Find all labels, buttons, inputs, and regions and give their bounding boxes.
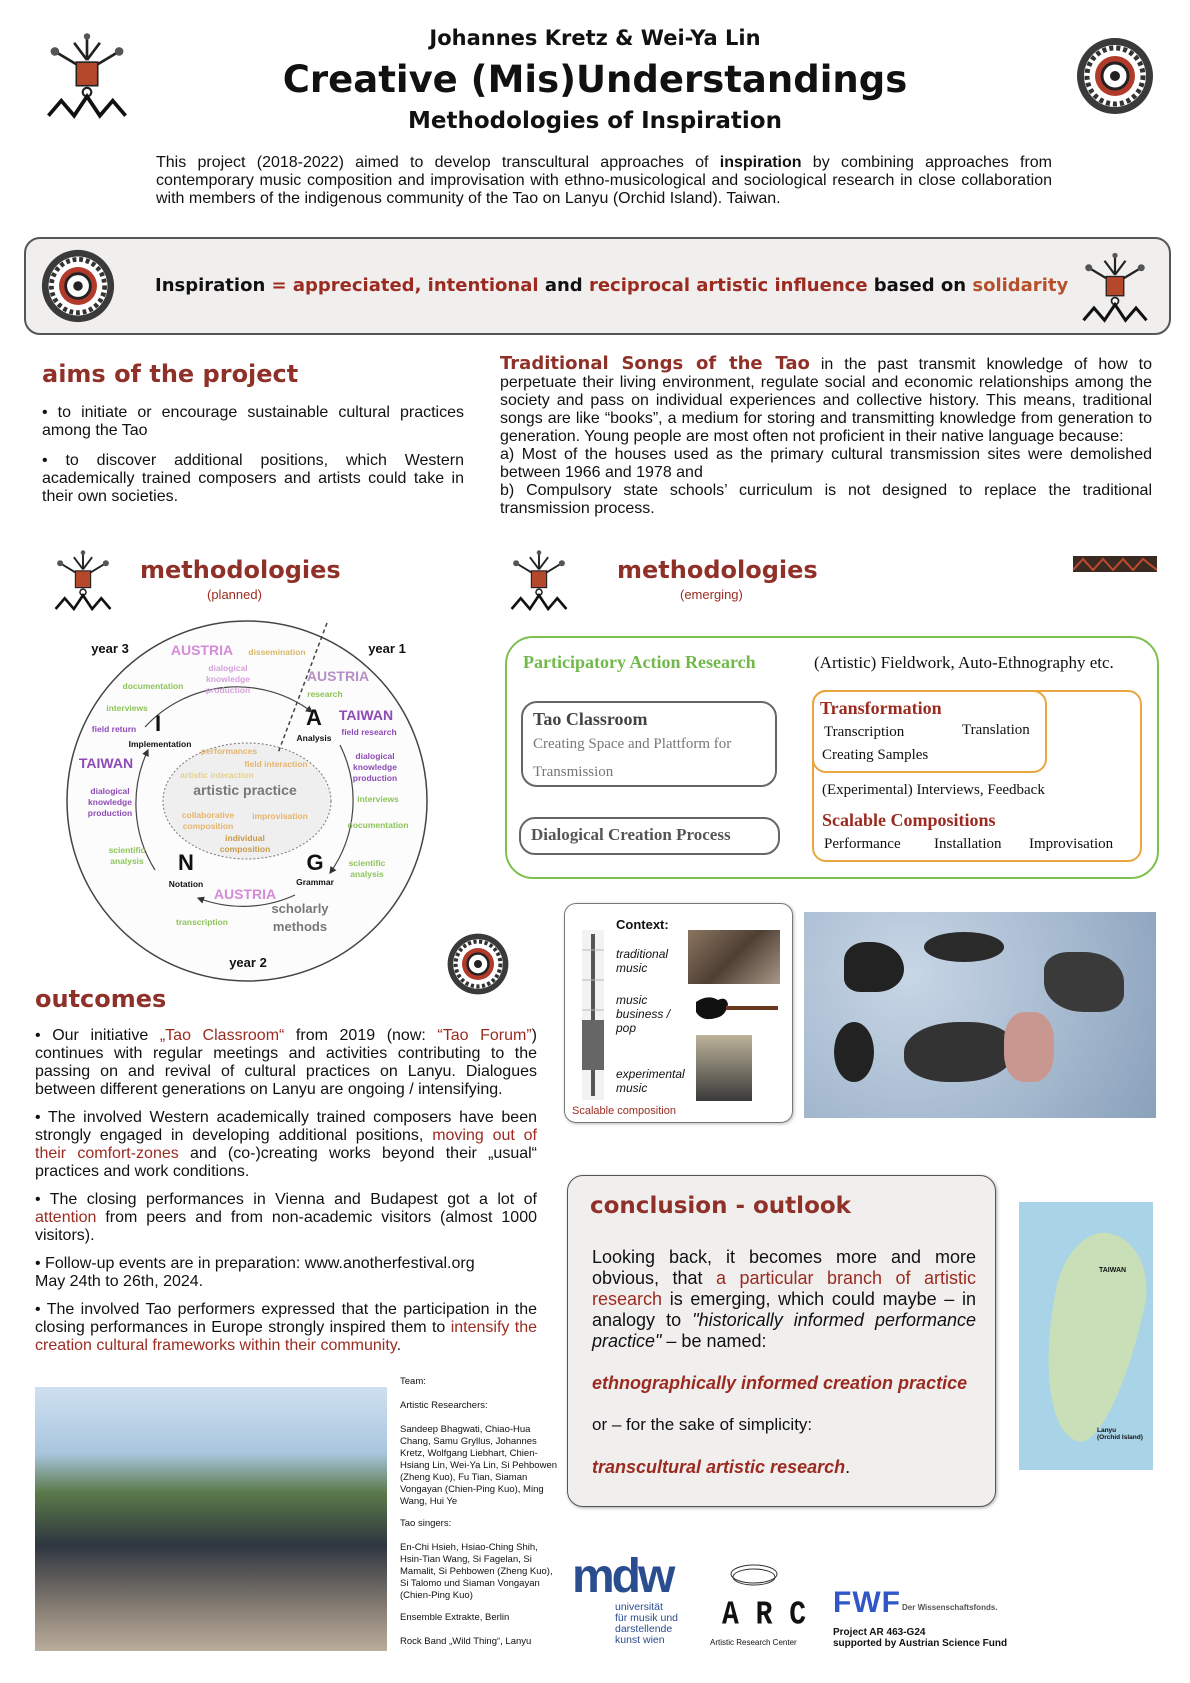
fwf-logo: FWF [833, 1586, 901, 1619]
year-3-label: year 3 [91, 641, 129, 656]
methodology-cycle-diagram [40, 615, 460, 990]
transformation-title: Transformation [820, 698, 942, 718]
conclusion-emphasis: transcultural artistic research. [592, 1457, 851, 1477]
intro-paragraph: This project (2018-2022) aimed to develop transcultural approaches of inspiration by combining approaches from contemporary music composition and improvisation with ethno-musicological and sociological research in close collaboration with members of the indigenous community of the Tao on Lanyu (Orchid Island). Taiwan. [156, 154, 1052, 207]
planned-label: (planned) [207, 587, 262, 602]
stage-g: G [306, 850, 324, 875]
stage-label: Analysis [296, 733, 332, 743]
diagram-label: performances [200, 746, 258, 756]
diagram-label: dialogical [208, 663, 248, 673]
tribal-figure-icon [1080, 250, 1150, 324]
electric-guitar-image [692, 992, 782, 1026]
arc-logo: A R C [722, 1596, 807, 1635]
diagram-label: artistic interaction [180, 770, 254, 780]
diagram-label: individual [225, 833, 265, 843]
diagram-label: dialogical [355, 751, 395, 761]
translation-label: Translation [962, 722, 1030, 738]
team-credits [400, 1376, 560, 1658]
diagram-label: transcription [176, 917, 228, 927]
lanyu-map-label: Lanyu (Orchid Island) [1097, 1427, 1143, 1441]
tribal-figure-icon [508, 548, 570, 612]
diagram-label: analysis [110, 856, 144, 866]
mdw-logo: mdw [572, 1550, 673, 1603]
experimental-musician-photo [696, 1035, 752, 1101]
diagram-label: scientific [108, 845, 146, 855]
fader-slider-icon [578, 930, 608, 1100]
diagram-label: dialogical [90, 786, 130, 796]
conclusion-emphasis: ethnographically informed creation practice [592, 1373, 968, 1393]
tribal-figure-icon [52, 548, 114, 612]
diagram-label: knowledge [353, 762, 397, 772]
diagram-label: methods [272, 919, 328, 934]
team-members: Rock Band „Wild Thing“, Lanyu [400, 1636, 532, 1647]
austria-label: AUSTRIA [306, 668, 370, 684]
diagram-label: analysis [350, 869, 384, 879]
diagram-label: improvisation [252, 811, 308, 821]
team-members: En-Chi Hsieh, Hsiao-Ching Shih, Hsin-Tian Wang, Si Fagelan, Si Mamalit, Si Pehbowen (Zheng Kuo), Si Talomo und Siaman Vongayan (Chien-Ping Kuo) [400, 1542, 553, 1601]
conclusion-text: Looking back, it becomes more and more obvious, that a particular branch of artistic research is emerging, which could maybe – in analogy to "historically informed performance practice" – be named: [592, 1247, 976, 1351]
tao-classroom-desc: Creating Space and Plattform for Transmission [533, 736, 732, 780]
team-members: Sandeep Bhagwati, Chiao-Hua Chang, Samu Gryllus, Johannes Kretz, Wolfgang Liebhart, Chien-Hsiang Lin, Wei-Ya Lin, Si Pehbowen (Zheng Kuo), Fu Tian, Siaman Vongayan (Chien-Ping Kuo), Ming Wang, Hui Ye [400, 1424, 558, 1507]
diagram-label: production [87, 808, 133, 818]
outcome-item: • The involved Western academically trained composers have been strongly engaged in developing additional positions, moving out of their comfort-zones and (co-)creating works beyond their „usual“ practices and work conditions. [35, 1109, 537, 1180]
poster-subtitle: Methodologies of Inspiration [408, 108, 782, 134]
context-business: music business / pop [616, 993, 671, 1035]
woven-pattern-ornament [1073, 556, 1157, 572]
stage-i: I [154, 711, 162, 736]
conclusion-heading: conclusion - outlook [590, 1193, 851, 1219]
improvisation-label: Improvisation [1029, 836, 1114, 852]
outcome-item: • The involved Tao performers expressed that the participation in the closing performances in Europe strongly inspired them to intensify the creation cultural frameworks within their community. [35, 1301, 538, 1354]
emerging-label: (emerging) [680, 587, 743, 602]
diagram-label: scientific [348, 858, 386, 868]
diagram-label: research [307, 689, 343, 699]
diagram-label: composition [182, 821, 234, 831]
team-group-photo [35, 1387, 387, 1651]
fieldwork-label: (Artistic) Fieldwork, Auto-Ethnography etc. [814, 653, 1114, 672]
aims-item: • to initiate or encourage sustainable cultural practices among the Tao [42, 404, 464, 439]
outcomes-heading: outcomes [35, 985, 167, 1013]
samples-label: Creating Samples [822, 747, 929, 763]
map-collage-image [804, 912, 1156, 1118]
team-label: Tao singers: [400, 1518, 452, 1529]
project-funding: Project AR 463-G24 supported by Austrian Science Fund [833, 1627, 1008, 1649]
year-1-label: year 1 [368, 641, 406, 656]
diagram-label: collaborative [181, 810, 235, 820]
austria-label: AUSTRIA [170, 642, 234, 658]
outcome-item: • The closing performances in Vienna and Budapest got a lot of attention from peers and from non-academic visitors (almost 1000 visitors). [35, 1191, 537, 1244]
diagram-label: documentation [122, 681, 184, 691]
poster-title: Creative (Mis)Understandings [282, 58, 908, 101]
performance-label: Performance [824, 836, 901, 852]
traditional-songs-text: Traditional Songs of the Tao in the past transmit knowledge of how to perpetuate their living environment, regulate social and economic relationships among the society and pass on individual experiences and collective history. This means, traditional songs are like “books”, a medium for storing and transmitting knowledge from generation to generation. Young people are most often not proficient in their native language because: a) Most of the houses used as the primary cultural transmission sites were demolished between 1966 and 1978 and b) Compulsory state schools’ curriculum is not designed to replace the traditional transmission process. [500, 353, 1152, 517]
taiwan-map-label: TAIWAN [1099, 1267, 1127, 1274]
diagram-label: interviews [106, 703, 148, 713]
team-members: Ensemble Extrakte, Berlin [400, 1612, 510, 1623]
dialogical-creation-box: Dialogical Creation Process [519, 817, 780, 855]
diagram-label: interviews [357, 794, 399, 804]
diagram-label: field return [91, 724, 137, 734]
aims-list [42, 404, 464, 516]
aims-item: • to discover additional positions, which Western academically trained composers and artists could take in their own societies. [42, 452, 464, 505]
outcome-item: • Our initiative „Tao Classroom“ from 2019 (now: “Tao Forum”) continues with regular meetings and activities contributing to the passing on and revival of cultural practices on Lanyu. Dialogues between different generations on Lanyu are ongoing / intensifying. [35, 1027, 537, 1098]
rosette-emblem [446, 932, 510, 996]
team-label: Artistic Researchers: [400, 1400, 488, 1411]
outcome-item: • Follow-up events are in preparation: www.anotherfestival.org May 24th to 26th, 2024. [35, 1255, 475, 1290]
taiwan-map-image [1019, 1202, 1153, 1470]
arc-logo-rings [728, 1562, 780, 1590]
interviews-label: (Experimental) Interviews, Feedback [822, 782, 1045, 798]
conclusion-or: or – for the sake of simplicity: [592, 1415, 813, 1434]
par-label: Participatory Action Research [523, 652, 756, 672]
diagram-label: knowledge [88, 797, 132, 807]
fwf-tagline: Der Wissenschaftsfonds. [902, 1603, 998, 1612]
stage-label: Grammar [296, 877, 334, 887]
inspiration-definition: Inspiration = appreciated, intentional and reciprocal artistic influence based on solidarity [155, 275, 1069, 296]
stage-label: Implementation [128, 739, 192, 749]
context-experimental: experimental music [616, 1067, 685, 1095]
mdw-name: universität für musik und darstellende kunst wien [615, 1601, 679, 1646]
diagram-label: production [205, 685, 251, 695]
dissemination-label: dissemination [248, 647, 306, 657]
rosette-emblem [40, 248, 116, 324]
methodologies-emerging-heading: methodologies [617, 556, 818, 584]
tao-classroom-box [521, 701, 777, 787]
tao-classroom-title: Tao Classroom [533, 709, 648, 729]
diagram-label: documentation [347, 820, 409, 830]
arc-name: Artistic Research Center [710, 1638, 797, 1647]
austria-label: AUSTRIA [213, 886, 277, 902]
year-2-label: year 2 [229, 955, 267, 970]
diagram-label: field interaction [244, 759, 308, 769]
diagram-label: production [352, 773, 398, 783]
context-traditional: traditional music [616, 947, 669, 975]
methodologies-planned-heading: methodologies [140, 556, 341, 584]
stage-n: N [178, 850, 194, 875]
team-title: Team: [400, 1376, 426, 1387]
installation-label: Installation [934, 836, 1002, 852]
taiwan-label: TAIWAN [78, 755, 134, 771]
traditional-music-photo [688, 930, 780, 984]
diagram-label: field research [341, 727, 397, 737]
stage-a: A [306, 705, 322, 730]
scalable-compositions-title: Scalable Compositions [822, 810, 996, 830]
stage-label: Notation [168, 879, 204, 889]
diagram-label: knowledge [206, 674, 250, 684]
context-caption: Scalable composition [572, 1105, 676, 1117]
transcription-label: Transcription [824, 724, 905, 740]
diagram-label: scholarly [271, 901, 329, 916]
diagram-label: composition [219, 844, 271, 854]
aims-heading: aims of the project [42, 360, 299, 388]
artistic-practice-label: artistic practice [193, 782, 297, 798]
outcomes-list [35, 1027, 537, 1365]
taiwan-label: TAIWAN [338, 707, 394, 723]
authors: Johannes Kretz & Wei-Ya Lin [429, 26, 761, 50]
context-title: Context: [616, 917, 669, 932]
